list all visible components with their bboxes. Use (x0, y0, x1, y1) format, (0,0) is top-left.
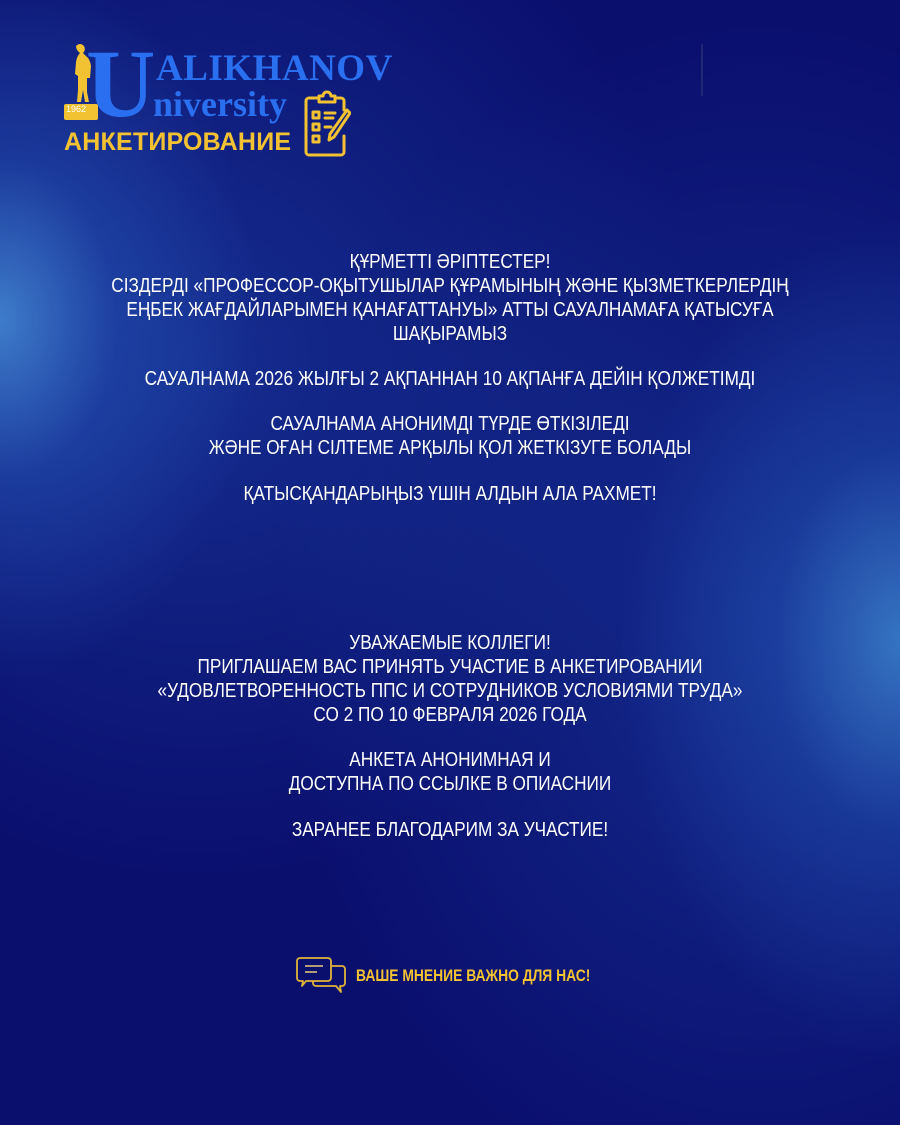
kazakh-anonymity-line: ЖӘНЕ ОҒАН СІЛТЕМЕ АРҚЫЛЫ ҚОЛ ЖЕТКІЗУГЕ БОЛАДЫ (208, 437, 692, 459)
chat-bubbles-icon (296, 956, 348, 996)
kazakh-greeting-block (0, 250, 900, 346)
kazakh-anonymity-line: САУАЛНАМА АНОНИМДІ ТҮРДЕ ӨТКІЗІЛЕДІ (270, 413, 630, 435)
russian-invite-line: ПРИГЛАШАЕМ ВАС ПРИНЯТЬ УЧАСТИЕ В АНКЕТИРОВАНИИ (197, 656, 703, 678)
russian-anonymity-line: АНКЕТА АНОНИМНАЯ И (349, 749, 551, 771)
kazakh-availability: САУАЛНАМА 2026 ЖЫЛҒЫ 2 АҚПАННАН 10 АҚПАНҒА ДЕЙІН ҚОЛЖЕТІМДІ (144, 368, 756, 390)
footer-tagline (296, 956, 635, 996)
logo-alikhanov: ALIKHANOV (156, 48, 393, 89)
kazakh-invite-line: СІЗДЕРДІ «ПРОФЕССОР-ОҚЫТУШЫЛАР ҚҰРАМЫНЫҢ ЖӘНЕ ҚЫЗМЕТКЕРЛЕРДІҢ (111, 275, 789, 297)
clipboard-checklist-icon (303, 88, 351, 158)
founding-year: 1962 (66, 104, 87, 114)
russian-invite-line: СО 2 ПО 10 ФЕВРАЛЯ 2026 ГОДА (313, 704, 587, 726)
russian-invite-line: «УДОВЛЕТВОРЕННОСТЬ ППС И СОТРУДНИКОВ УСЛОВИЯМИ ТРУДА» (157, 680, 743, 702)
russian-greeting-block (0, 631, 900, 727)
kazakh-greeting: ҚҰРМЕТТІ ӘРІПТЕСТЕР! (349, 251, 551, 273)
kazakh-availability-block (0, 367, 900, 391)
kazakh-invite-line: ШАҚЫРАМЫЗ (392, 323, 508, 345)
russian-thanks-block (0, 818, 900, 842)
russian-anonymity-block (0, 748, 900, 796)
survey-label: АНКЕТИРОВАНИЕ (64, 128, 292, 156)
kazakh-invite-line: ЕҢБЕК ЖАҒДАЙЛАРЫМЕН ҚАНАҒАТТАНУЫ» АТТЫ САУАЛНАМАҒА ҚАТЫСУҒА (126, 299, 774, 321)
footer-label: ВАШЕ МНЕНИЕ ВАЖНО ДЛЯ НАС! (356, 966, 591, 985)
logo-letter-u: U (86, 30, 156, 137)
kazakh-anonymity-block (0, 412, 900, 460)
logo-university: niversity (153, 84, 287, 124)
russian-anonymity-line: ДОСТУПНА ПО ССЫЛКЕ В ОПИАСНИИ (288, 773, 612, 795)
kazakh-thanks: ҚАТЫСҚАНДАРЫҢЫЗ ҮШІН АЛДЫН АЛА РАХМЕТ! (243, 483, 657, 505)
kazakh-thanks-block (0, 482, 900, 506)
decorative-line (701, 44, 703, 96)
russian-greeting: УВАЖАЕМЫЕ КОЛЛЕГИ! (349, 632, 551, 654)
russian-thanks: ЗАРАНЕЕ БЛАГОДАРИМ ЗА УЧАСТИЕ! (291, 819, 609, 841)
